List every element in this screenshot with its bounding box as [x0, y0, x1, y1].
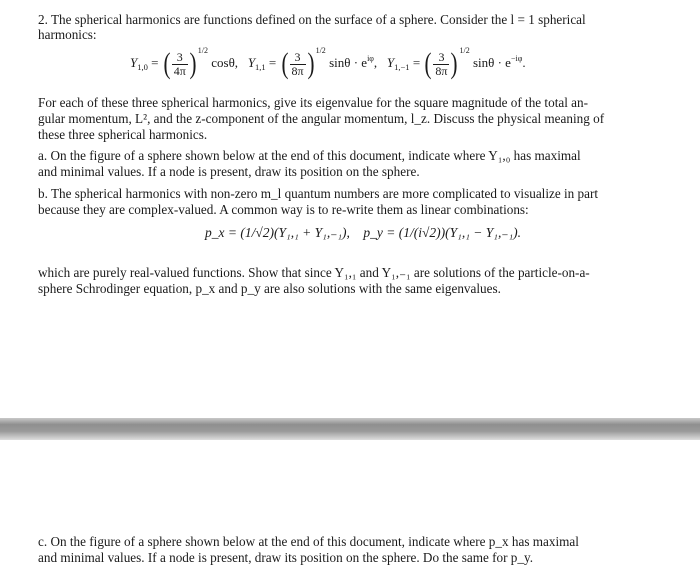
eq-y10-den: 4π [173, 63, 186, 78]
eq-y1m1-sub: 1,−1 [394, 62, 410, 72]
equation-px-py [205, 225, 521, 241]
eq-y11-rhs: sinθ · e [329, 55, 368, 70]
equation-spherical-harmonics: $Y_{1,0}$ = ( $\frac{3}{4\pi}$ ) $^{1/2}$ cosθ, $Y_{1,1}$ = ( $\frac{3}{8\pi}$ ) $^{1/2}$ $\sin\theta \cdot e^{i\varphi}$, $Y_{1,-1}$ = ( $\frac{3}{8\pi}$ ) $^{1/2}$ $\sin\theta \cdot e^{-i\varphi}$. [130, 46, 526, 81]
eq-y10-rhs: cosθ, [211, 55, 239, 70]
eq-y11-exp: iφ [367, 54, 374, 63]
page-separator [0, 418, 700, 440]
para1-line-3: these three spherical harmonics. [38, 127, 208, 142]
eq-y1m1-exp: −iφ [510, 54, 523, 63]
document-page-bottom [0, 440, 700, 576]
eq-py: p_y = (1/(i√2))(Y₁,₁ − Y₁,₋₁). [363, 225, 522, 240]
eq-y10-symbol: Y [130, 55, 138, 70]
eq-y11-sub: 1,1 [255, 62, 266, 72]
part-a-line-2: and minimal values. If a node is present, draw its position on the sphere. [38, 164, 420, 179]
para2-line-1: which are purely real-valued functions. Show that since Y₁,₁ and Y₁,₋₁ are solutions of the particle-on-a- [38, 265, 590, 280]
para1-line-2: gular momentum, L², and the z-component of the angular momentum, l_z. Discuss the physical meaning of [38, 111, 605, 126]
eq-y10-sub: 1,0 [137, 62, 148, 72]
eq-px: p_x = (1/√2)(Y₁,₁ + Y₁,₋₁), [205, 225, 350, 240]
para1-line-1: For each of these three spherical harmonics, give its eigenvalue for the square magnitude of the total an- [38, 95, 589, 110]
part-b-line-1: b. The spherical harmonics with non-zero m_l quantum numbers are more complicated to visualize in part [38, 186, 599, 201]
part-c-line-2: and minimal values. If a node is present, draw its position on the sphere. Do the same for p_y. [38, 550, 534, 565]
intro-line-1: 2. The spherical harmonics are functions defined on the surface of a sphere. Consider the l = 1 spherical [38, 12, 586, 27]
para2-line-2: sphere Schrodinger equation, p_x and p_y are also solutions with the same eigenvalues. [38, 281, 501, 296]
eq-y10-exp: 1/2 [197, 46, 208, 55]
part-a-line-1: a. On the figure of a sphere shown below at the end of this document, indicate where Y₁,₀ has maximal [38, 148, 581, 163]
part-c-line-1: c. On the figure of a sphere shown below at the end of this document, indicate where p_x has maximal [38, 534, 579, 549]
eq-y10-num: 3 [172, 51, 188, 65]
eq-y1m1-rhs: sinθ · e [472, 55, 511, 70]
part-b-line-2: because they are complex-valued. A common way is to re-write them as linear combinations: [38, 202, 529, 217]
intro-line-2: harmonics: [38, 27, 97, 42]
eq-y11-den: 8π [291, 63, 304, 78]
